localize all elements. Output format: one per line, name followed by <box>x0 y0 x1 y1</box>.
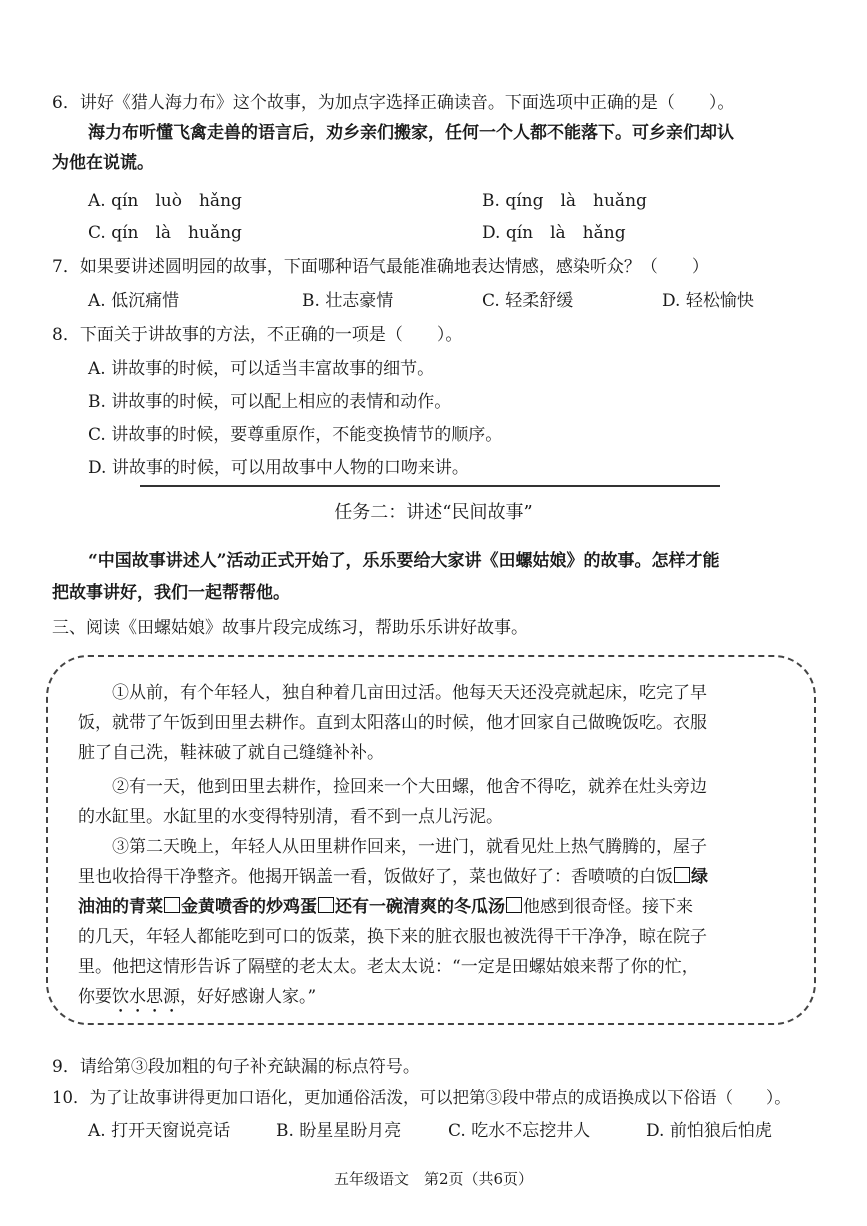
bold-text: 还有一碗清爽的冬瓜汤 <box>335 897 505 917</box>
task-2-title: 任务二：讲述“民间故事” <box>334 502 533 523</box>
option-label: A. <box>88 359 106 379</box>
option-label: D. <box>482 223 501 243</box>
story-text: ，好好感谢人家。” <box>180 987 317 1007</box>
blank-box[interactable] <box>674 867 690 883</box>
question-7-option-d[interactable] <box>662 286 754 311</box>
option-text: qín luò hǎng <box>111 191 242 211</box>
question-8-stem: 8．下面关于讲故事的方法，不正确的一项是（ ）。 <box>52 325 463 345</box>
story-paragraph-3 <box>78 832 798 1017</box>
question-10-option-b[interactable] <box>276 1116 401 1141</box>
story-line: 饭，就带了午饭到田里去耕作。直到太阳落山的时候，他才回家自己做晚饭吃。衣服 <box>78 713 707 733</box>
question-8-option-b[interactable] <box>88 387 451 412</box>
question-7-option-b[interactable] <box>302 286 393 311</box>
option-label: C. <box>88 425 106 445</box>
question-9-stem: 9．请给第③段加粗的句子补充缺漏的标点符号。 <box>52 1057 420 1077</box>
question-8-option-d[interactable] <box>88 453 469 478</box>
story-line: 的水缸里。水缸里的水变得特别清，看不到一点儿污泥。 <box>78 807 503 827</box>
option-text: 讲故事的时候，可以适当丰富故事的细节。 <box>111 359 435 379</box>
story-line: 的几天，年轻人都能吃到可口的饭菜，换下来的脏衣服也被洗得干干净净，晾在院子 <box>78 927 707 947</box>
option-label: B. <box>276 1121 294 1141</box>
blank-box[interactable] <box>164 897 180 913</box>
story-line: 脏了自己洗，鞋袜破了就自己缝缝补补。 <box>78 743 384 763</box>
section-divider <box>140 485 720 487</box>
option-label: D. <box>662 291 681 311</box>
question-6-option-a[interactable] <box>88 186 242 211</box>
question-6-passage-line-1: 海力布听懂飞禽走兽的语言后，劝乡亲们搬家，任何一个人都不能落下。可乡亲们却认 <box>88 123 734 143</box>
task-2-intro-line-2: 把故事讲好，我们一起帮帮他。 <box>52 583 290 603</box>
option-text: qín là hǎng <box>505 223 626 243</box>
dotted-idiom: 饮水思源 <box>112 987 180 1007</box>
question-8-option-c[interactable] <box>88 420 502 445</box>
option-label: A. <box>88 291 106 311</box>
question-6-passage-line-2: 为他在说谎。 <box>52 153 154 173</box>
question-7-stem: 7．如果要讲述圆明园的故事，下面哪种语气最能准确地表达情感，感染听众？（ ） <box>52 257 709 277</box>
option-label: B. <box>482 191 500 211</box>
option-text: 轻松愉快 <box>685 291 754 311</box>
bold-text: 绿 <box>691 867 708 887</box>
option-label: A. <box>88 191 106 211</box>
story-line: ③第二天晚上，年轻人从田里耕作回来，一进门，就看见灶上热气腾腾的，屋子 <box>112 837 707 857</box>
option-text: qín là huǎng <box>111 223 242 243</box>
option-label: B. <box>302 291 320 311</box>
option-label: C. <box>482 291 500 311</box>
blank-box[interactable] <box>318 897 334 913</box>
question-6-option-d[interactable] <box>482 218 626 243</box>
option-text: 打开天窗说亮话 <box>111 1121 231 1141</box>
option-text: 讲故事的时候，可以配上相应的表情和动作。 <box>111 392 452 412</box>
story-text: 你要 <box>78 987 112 1007</box>
option-text: 盼星星盼月亮 <box>299 1121 402 1141</box>
option-text: 低沉痛惜 <box>111 291 180 311</box>
blank-box[interactable] <box>506 897 522 913</box>
option-label: A. <box>88 1121 106 1141</box>
question-10-option-a[interactable] <box>88 1116 230 1141</box>
question-10-option-d[interactable] <box>646 1116 772 1141</box>
question-10-stem: 10．为了让故事讲得更加口语化，更加通俗活泼，可以把第③段中带点的成语换成以下俗语（ ）。 <box>52 1088 791 1107</box>
task-2-intro-line-1: “中国故事讲述人”活动正式开始了，乐乐要给大家讲《田螺姑娘》的故事。怎样才能 <box>88 551 720 571</box>
question-10-option-c[interactable] <box>448 1116 590 1141</box>
option-label: C. <box>448 1121 466 1141</box>
question-7-option-a[interactable] <box>88 286 179 311</box>
page-footer: 五年级语文 第2页（共6页） <box>333 1170 534 1188</box>
story-line: 里也收拾得干净整齐。他揭开锅盖一看，饭做好了，菜也做好了：香喷喷的白饭 <box>78 867 673 887</box>
option-label: D. <box>88 458 107 478</box>
option-text: 壮志豪情 <box>325 291 394 311</box>
option-text: 前怕狼后怕虎 <box>669 1121 772 1141</box>
section-3-heading: 三、阅读《田螺姑娘》故事片段完成练习，帮助乐乐讲好故事。 <box>52 618 528 638</box>
story-paragraph-2 <box>78 772 798 832</box>
story-line: 里。他把这情形告诉了隔壁的老太太。老太太说：“一定是田螺姑娘来帮了你的忙， <box>78 957 699 977</box>
question-7-option-c[interactable] <box>482 286 573 311</box>
option-text: 轻柔舒缓 <box>505 291 574 311</box>
bold-text: 油油的青菜 <box>78 897 163 917</box>
question-6-option-c[interactable] <box>88 218 242 243</box>
bold-text: 金黄喷香的炒鸡蛋 <box>181 897 317 917</box>
option-label: C. <box>88 223 106 243</box>
option-label: D. <box>646 1121 665 1141</box>
option-text: 讲故事的时候，要尊重原作，不能变换情节的顺序。 <box>111 425 503 445</box>
option-text: 吃水不忘挖井人 <box>471 1121 591 1141</box>
option-text: qíng là huǎng <box>505 191 647 211</box>
story-text: 他感到很奇怪。接下来 <box>523 897 693 917</box>
question-6-option-b[interactable] <box>482 186 647 211</box>
story-line: ①从前，有个年轻人，独自种着几亩田过活。他每天天还没亮就起床，吃完了早 <box>112 683 707 703</box>
story-line: ②有一天，他到田里去耕作，捡回来一个大田螺，他舍不得吃，就养在灶头旁边 <box>112 777 707 797</box>
story-paragraph-1 <box>78 678 798 768</box>
question-6-stem: 6．讲好《猎人海力布》这个故事，为加点字选择正确读音。下面选项中正确的是（ ）。 <box>52 93 735 113</box>
question-8-option-a[interactable] <box>88 354 434 379</box>
option-label: B. <box>88 392 106 412</box>
option-text: 讲故事的时候，可以用故事中人物的口吻来讲。 <box>111 458 469 478</box>
